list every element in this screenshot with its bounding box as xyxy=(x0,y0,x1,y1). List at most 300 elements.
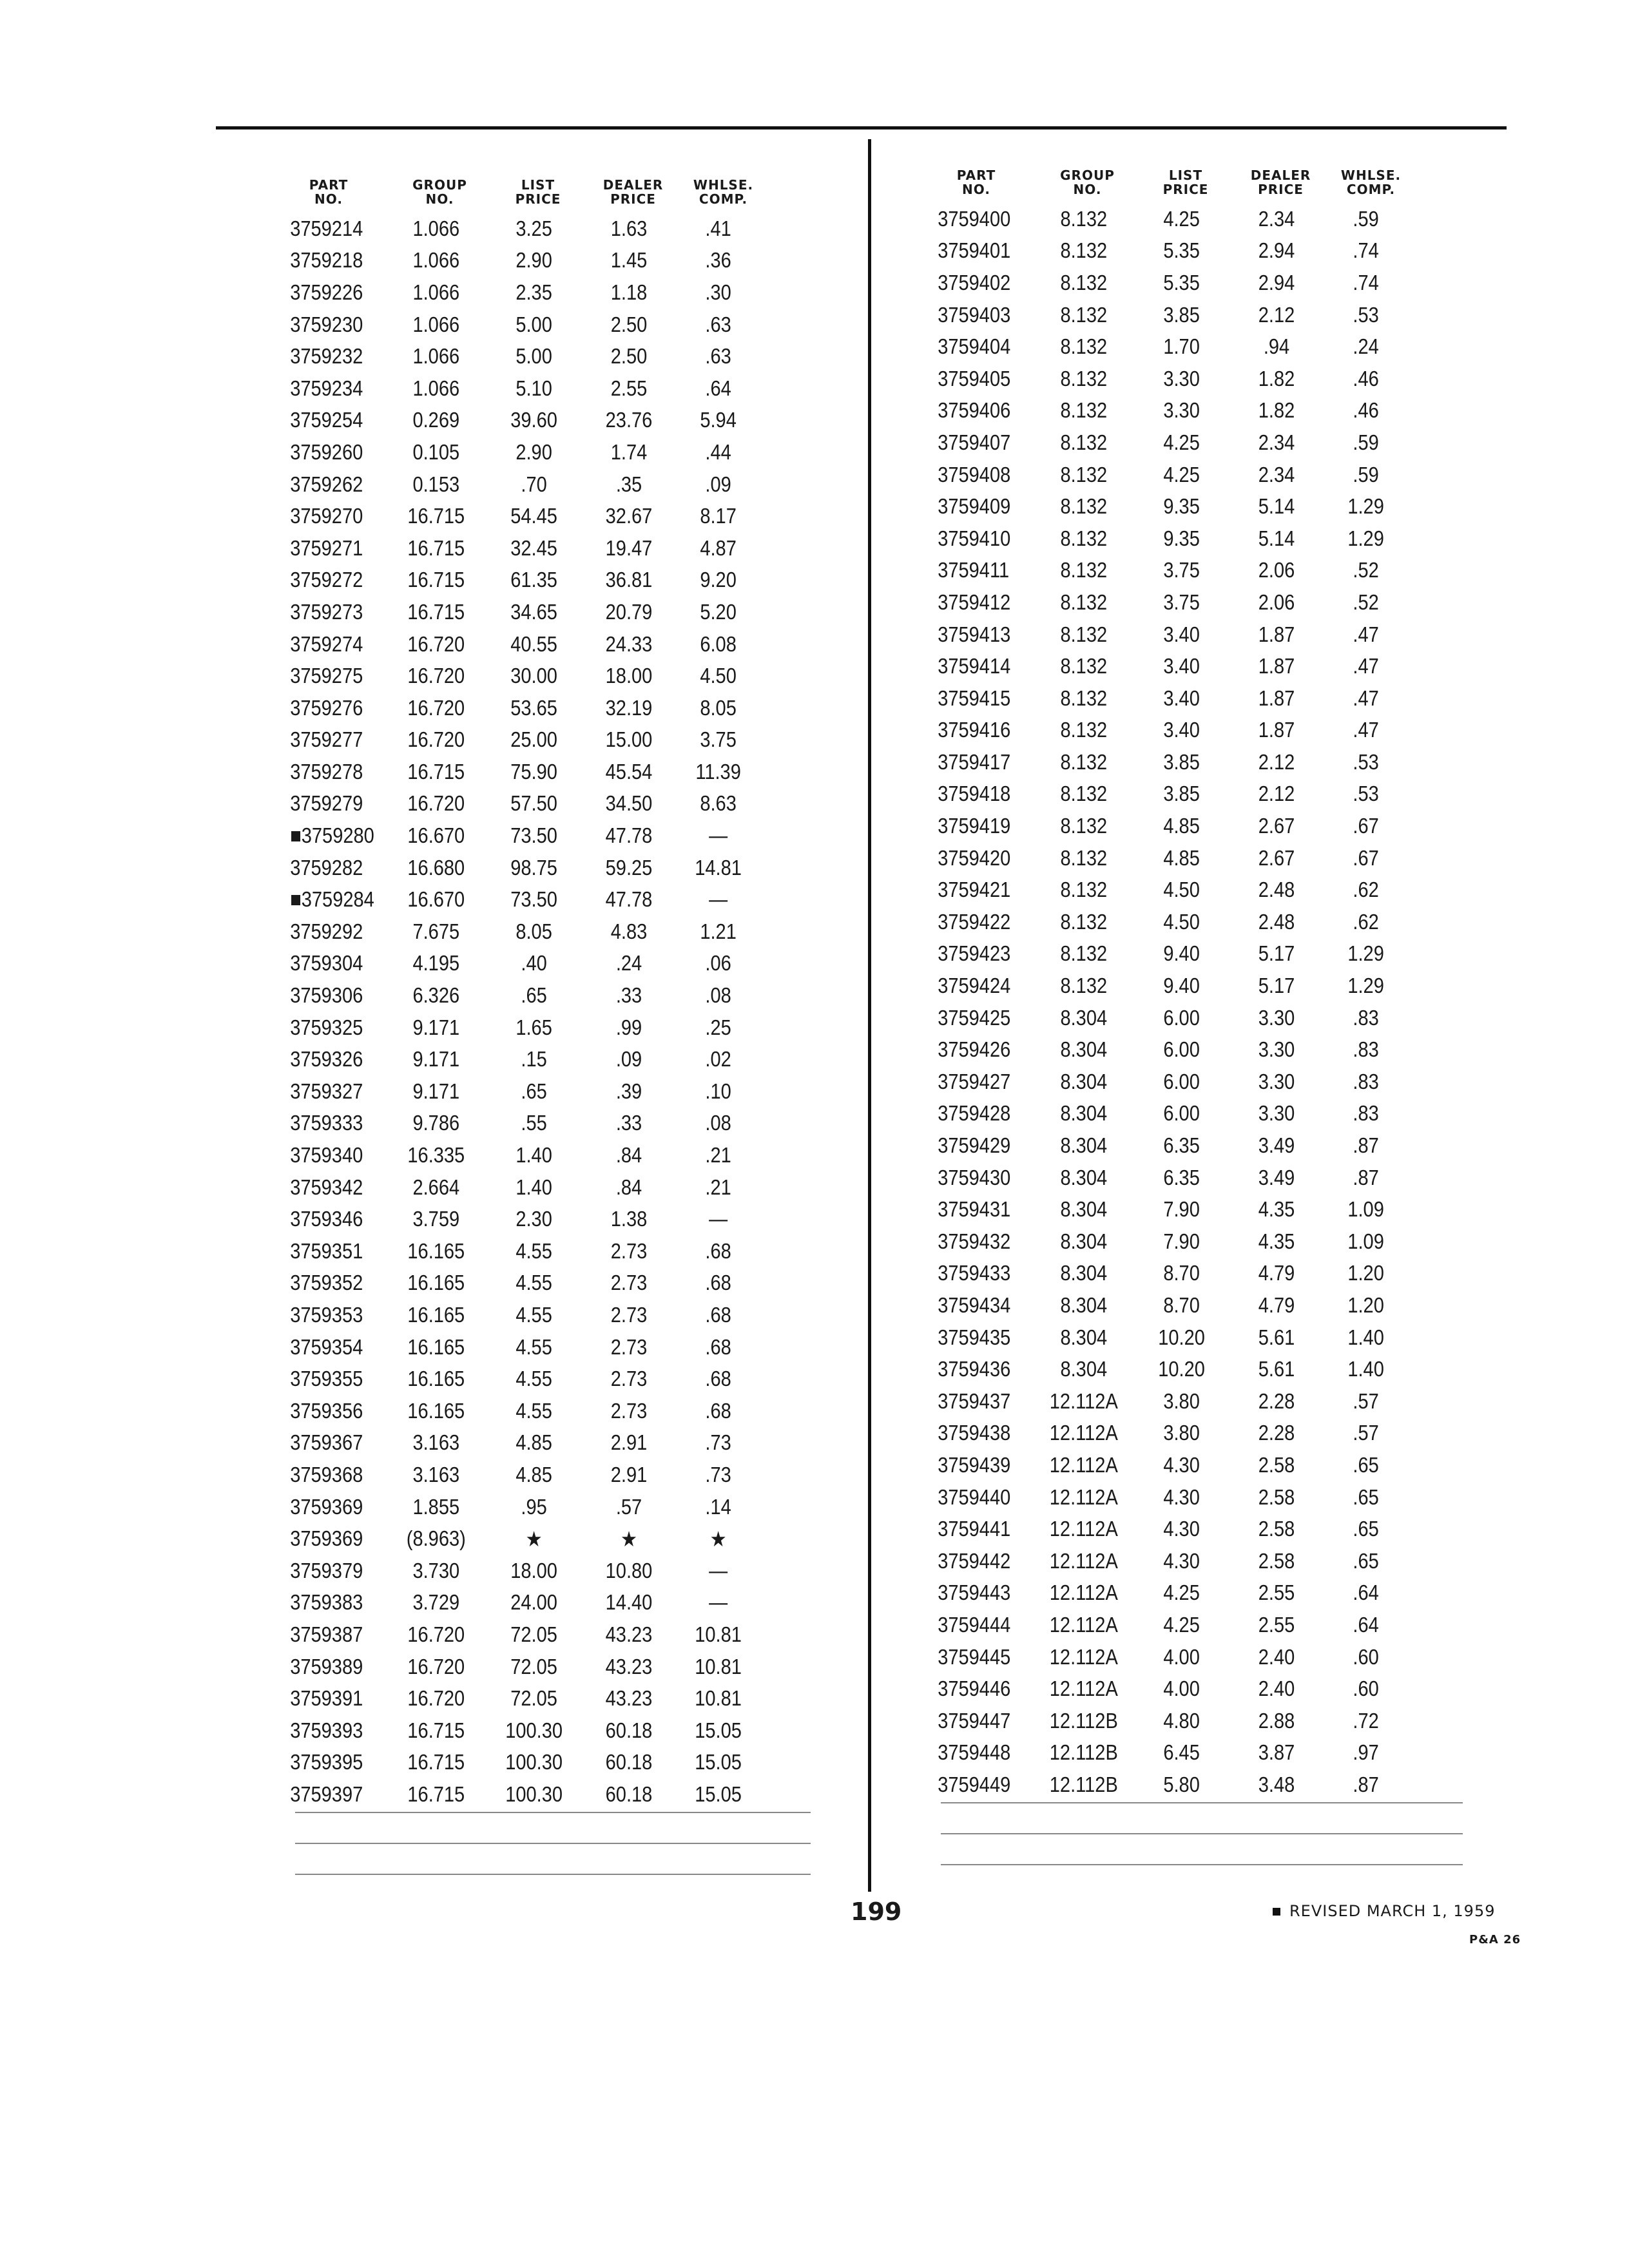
group-no-cell: 8.304 xyxy=(1060,1229,1108,1253)
part-no-cell: 3759425 xyxy=(938,1005,1011,1030)
group-no-cell: 8.132 xyxy=(1060,845,1108,870)
table-row xyxy=(915,1225,1409,1258)
whlse-comp-cell: .59 xyxy=(1353,430,1379,454)
table-row xyxy=(267,883,761,916)
table-row xyxy=(267,692,761,724)
dealer-price-cell: 3.48 xyxy=(1258,1772,1295,1796)
right-price-table xyxy=(915,145,1476,1801)
table-row xyxy=(267,405,761,437)
group-no-cell: 8.132 xyxy=(1060,206,1108,231)
list-price-cell: 3.85 xyxy=(1163,749,1200,774)
header-part-line2: NO. xyxy=(962,182,990,197)
whlse-comp-cell: .21 xyxy=(705,1143,731,1168)
part-no-cell: 3759436 xyxy=(938,1357,1011,1381)
table-row xyxy=(267,1555,761,1587)
table-row xyxy=(267,1331,761,1363)
table-row xyxy=(267,1619,761,1651)
table-row xyxy=(267,1715,761,1747)
dealer-price-cell: 43.23 xyxy=(605,1622,653,1646)
revised-note xyxy=(1273,1902,1496,1920)
whlse-comp-cell: .74 xyxy=(1353,238,1379,263)
whlse-comp-cell: .74 xyxy=(1353,270,1379,294)
dealer-price-cell: .94 xyxy=(1263,334,1290,359)
list-price-cell: 7.90 xyxy=(1163,1229,1200,1253)
list-price-cell: 3.30 xyxy=(1163,398,1200,423)
group-no-cell: 16.335 xyxy=(407,1143,465,1168)
dealer-price-cell: 60.18 xyxy=(605,1750,653,1774)
list-price-cell: .95 xyxy=(521,1494,547,1519)
table-row xyxy=(915,715,1409,747)
dealer-price-cell: 2.94 xyxy=(1258,270,1295,294)
part-no-cell: 3759423 xyxy=(938,941,1011,966)
table-row xyxy=(915,1609,1409,1641)
whlse-comp-cell: .68 xyxy=(705,1367,731,1391)
dealer-price-cell: 18.00 xyxy=(605,664,653,688)
part-no-cell: 3759346 xyxy=(290,1207,363,1231)
table-row xyxy=(267,1108,761,1140)
dealer-price-cell: 2.50 xyxy=(610,344,648,369)
whlse-comp-cell: 1.40 xyxy=(1347,1357,1384,1381)
dealer-price-cell: 2.34 xyxy=(1258,206,1295,231)
dealer-price-cell: 43.23 xyxy=(605,1686,653,1711)
group-no-cell: 16.720 xyxy=(407,695,465,720)
list-price-cell: .70 xyxy=(521,472,547,496)
table-row xyxy=(267,1139,761,1171)
dealer-price-cell: 3.87 xyxy=(1258,1740,1295,1765)
part-no-cell: 3759271 xyxy=(290,535,363,560)
list-price-cell: 6.35 xyxy=(1163,1133,1200,1158)
part-no-cell: 3759234 xyxy=(290,376,363,400)
group-no-cell: 16.715 xyxy=(407,1782,465,1806)
part-no-cell: 3759419 xyxy=(938,814,1011,838)
group-no-cell: 8.304 xyxy=(1060,1101,1108,1126)
list-price-cell: 75.90 xyxy=(510,759,557,783)
part-no-cell: 3759428 xyxy=(938,1101,1011,1126)
group-no-cell: 16.165 xyxy=(407,1398,465,1423)
list-price-cell: 10.20 xyxy=(1158,1325,1205,1349)
group-no-cell: 7.675 xyxy=(412,919,460,943)
group-no-cell: 1.066 xyxy=(412,312,460,336)
group-no-cell: 16.720 xyxy=(407,1622,465,1646)
table-row xyxy=(915,459,1409,491)
table-row xyxy=(915,235,1409,267)
list-price-cell: 4.55 xyxy=(516,1238,552,1263)
group-no-cell: 16.715 xyxy=(407,1718,465,1742)
part-no-cell: 3759411 xyxy=(938,558,1010,582)
group-no-cell: 16.720 xyxy=(407,631,465,656)
whlse-comp-cell: 8.17 xyxy=(700,504,737,528)
table-row xyxy=(915,1641,1409,1673)
part-no-cell: 3759440 xyxy=(938,1485,1011,1509)
dealer-price-cell: 1.63 xyxy=(610,216,648,240)
dealer-price-cell: 5.17 xyxy=(1258,941,1295,966)
whlse-comp-cell: 5.20 xyxy=(700,599,737,624)
part-no-cell: 3759383 xyxy=(290,1590,363,1615)
list-price-cell: 4.80 xyxy=(1163,1708,1200,1733)
dealer-price-cell: 45.54 xyxy=(605,759,653,783)
table-row xyxy=(915,1258,1409,1290)
whlse-comp-cell: .44 xyxy=(705,439,731,464)
dealer-price-cell: 2.12 xyxy=(1258,749,1295,774)
group-no-cell: 6.326 xyxy=(412,983,460,1008)
whlse-comp-cell: 10.81 xyxy=(695,1654,742,1678)
list-price-cell: 53.65 xyxy=(510,695,557,720)
dealer-price-cell: 2.55 xyxy=(1258,1612,1295,1637)
group-no-cell: 8.132 xyxy=(1060,526,1108,550)
group-no-cell: 8.132 xyxy=(1060,238,1108,263)
table-row xyxy=(915,938,1409,970)
dealer-price-cell: 1.87 xyxy=(1258,654,1295,678)
dealer-price-cell: 2.50 xyxy=(610,312,648,336)
whlse-comp-cell: .60 xyxy=(1353,1644,1379,1669)
dealer-price-cell: 2.55 xyxy=(1258,1581,1295,1605)
revised-marker-icon xyxy=(1273,1908,1280,1916)
dealer-price-cell: 2.48 xyxy=(1258,878,1295,902)
group-no-cell: 12.112A xyxy=(1049,1677,1118,1701)
whlse-comp-cell: ★ xyxy=(709,1526,727,1551)
table-row xyxy=(267,852,761,884)
part-no-cell: 3759431 xyxy=(938,1197,1011,1222)
dealer-price-cell: 1.74 xyxy=(610,439,648,464)
table-row xyxy=(267,1075,761,1108)
table-row xyxy=(267,309,761,341)
page-number: 199 xyxy=(851,1898,902,1926)
blank-line xyxy=(295,1843,811,1844)
list-price-cell: 72.05 xyxy=(510,1686,557,1711)
dealer-price-cell: 2.34 xyxy=(1258,430,1295,454)
left-blank-entry-lines xyxy=(295,1812,811,1905)
group-no-cell: 8.304 xyxy=(1060,1261,1108,1285)
list-price-cell: 100.30 xyxy=(505,1718,563,1742)
dealer-price-cell: 2.91 xyxy=(610,1430,648,1455)
dealer-price-cell: .99 xyxy=(615,1015,642,1039)
whlse-comp-cell: .59 xyxy=(1353,206,1379,231)
table-row xyxy=(267,1012,761,1044)
whlse-comp-cell: 1.09 xyxy=(1347,1197,1384,1222)
whlse-comp-cell: .68 xyxy=(705,1271,731,1295)
top-rule xyxy=(216,126,1507,130)
list-price-cell: 6.35 xyxy=(1163,1165,1200,1189)
group-no-cell: 8.132 xyxy=(1060,334,1108,359)
part-no-cell: 3759438 xyxy=(938,1421,1011,1445)
group-no-cell: 9.786 xyxy=(412,1111,460,1135)
part-no-cell: 3759379 xyxy=(290,1558,363,1582)
group-no-cell: 16.720 xyxy=(407,1686,465,1711)
whlse-comp-cell: 11.39 xyxy=(695,759,741,783)
group-no-cell: 12.112B xyxy=(1049,1772,1118,1796)
table-row xyxy=(267,564,761,597)
table-row xyxy=(915,619,1409,651)
table-row xyxy=(915,1321,1409,1354)
group-no-cell: 16.165 xyxy=(407,1302,465,1327)
whlse-comp-cell: 6.08 xyxy=(700,631,737,656)
whlse-comp-cell: .41 xyxy=(705,216,731,240)
list-price-cell: 6.00 xyxy=(1163,1005,1200,1030)
table-row xyxy=(267,1235,761,1267)
part-no-cell: 3759355 xyxy=(290,1367,363,1391)
table-row xyxy=(267,916,761,948)
group-no-cell: 1.066 xyxy=(412,280,460,304)
group-no-cell: 12.112A xyxy=(1049,1548,1118,1573)
list-price-cell: 4.30 xyxy=(1163,1548,1200,1573)
part-no-cell: 3759276 xyxy=(290,695,363,720)
whlse-comp-cell: .46 xyxy=(1353,398,1379,423)
list-price-cell: 1.65 xyxy=(516,1015,552,1039)
dealer-price-cell: 47.78 xyxy=(605,887,653,912)
whlse-comp-cell: 8.63 xyxy=(700,791,737,816)
whlse-comp-cell: .36 xyxy=(705,248,731,273)
list-price-cell: 1.40 xyxy=(516,1143,552,1168)
list-price-cell: .65 xyxy=(521,1079,547,1103)
dealer-price-cell: 2.28 xyxy=(1258,1421,1295,1445)
part-no-cell: 3759426 xyxy=(938,1037,1011,1062)
table-row xyxy=(915,1353,1409,1385)
group-no-cell: 16.720 xyxy=(407,727,465,752)
group-no-cell: 16.165 xyxy=(407,1367,465,1391)
whlse-comp-cell: — xyxy=(709,1590,728,1615)
part-no-cell: 3759326 xyxy=(290,1047,363,1072)
group-no-cell: 16.165 xyxy=(407,1238,465,1263)
table-row xyxy=(915,682,1409,715)
dealer-price-cell: 2.67 xyxy=(1258,814,1295,838)
whlse-comp-cell: .53 xyxy=(1353,782,1379,806)
list-price-cell: 1.40 xyxy=(516,1175,552,1199)
group-no-cell: 16.715 xyxy=(407,504,465,528)
table-row xyxy=(267,979,761,1012)
table-row xyxy=(267,532,761,564)
part-no-cell: 3759356 xyxy=(290,1398,363,1423)
group-no-cell: 12.112B xyxy=(1049,1740,1118,1765)
table-row xyxy=(267,1491,761,1523)
list-price-cell: 73.50 xyxy=(510,887,557,912)
part-no-cell: 3759342 xyxy=(290,1175,363,1199)
whlse-comp-cell: .64 xyxy=(1353,1581,1379,1605)
table-row xyxy=(267,1682,761,1715)
list-price-cell: 7.90 xyxy=(1163,1197,1200,1222)
part-no-cell: 3759407 xyxy=(938,430,1011,454)
group-no-cell: 16.670 xyxy=(407,887,465,912)
part-no-cell: 3759429 xyxy=(938,1133,1011,1158)
group-no-cell: 16.715 xyxy=(407,759,465,783)
group-no-cell: 12.112A xyxy=(1049,1452,1118,1477)
group-no-cell: 8.304 xyxy=(1060,1037,1108,1062)
list-price-cell: 4.55 xyxy=(516,1302,552,1327)
group-no-cell: 12.112A xyxy=(1049,1612,1118,1637)
list-price-cell: 4.85 xyxy=(516,1462,552,1486)
part-no-cell: 3759414 xyxy=(938,654,1011,678)
list-price-cell: 8.70 xyxy=(1163,1261,1200,1285)
column-divider xyxy=(868,139,871,1892)
dealer-price-cell: 5.14 xyxy=(1258,526,1295,550)
group-no-cell: 8.132 xyxy=(1060,686,1108,710)
dealer-price-cell: 2.58 xyxy=(1258,1452,1295,1477)
dealer-price-cell: 4.79 xyxy=(1258,1261,1295,1285)
group-no-cell: 1.066 xyxy=(412,248,460,273)
group-no-cell: 8.132 xyxy=(1060,974,1108,998)
list-price-cell: 61.35 xyxy=(510,568,557,592)
group-no-cell: 16.715 xyxy=(407,535,465,560)
part-no-cell: 3759409 xyxy=(938,494,1011,519)
whlse-comp-cell: .72 xyxy=(1353,1708,1379,1733)
list-price-cell: 5.35 xyxy=(1163,270,1200,294)
header-dealer-line1: DEALER xyxy=(1250,168,1311,183)
whlse-comp-cell: .65 xyxy=(1353,1485,1379,1509)
whlse-comp-cell: .60 xyxy=(1353,1677,1379,1701)
list-price-cell: .55 xyxy=(521,1111,547,1135)
whlse-comp-cell: .09 xyxy=(705,472,731,496)
dealer-price-cell: .24 xyxy=(615,951,642,975)
dealer-price-cell: 60.18 xyxy=(605,1718,653,1742)
dealer-price-cell: 47.78 xyxy=(605,823,653,848)
group-no-cell: 8.132 xyxy=(1060,366,1108,390)
whlse-comp-cell: .68 xyxy=(705,1334,731,1359)
table-row xyxy=(915,874,1409,906)
group-no-cell: 0.269 xyxy=(412,408,460,432)
list-price-cell: 4.00 xyxy=(1163,1644,1200,1669)
group-no-cell: 12.112A xyxy=(1049,1517,1118,1541)
table-row xyxy=(267,1747,761,1779)
dealer-price-cell: ★ xyxy=(620,1526,638,1551)
group-no-cell: 8.304 xyxy=(1060,1005,1108,1030)
part-no-cell: 3759400 xyxy=(938,206,1011,231)
part-no-cell: 3759442 xyxy=(938,1548,1011,1573)
group-no-cell: 8.304 xyxy=(1060,1133,1108,1158)
dealer-price-cell: 24.33 xyxy=(605,631,653,656)
part-no-cell: 3759446 xyxy=(938,1677,1011,1701)
dealer-price-cell: 2.06 xyxy=(1258,558,1295,582)
whlse-comp-cell: 14.81 xyxy=(695,855,742,879)
header-whlse-comp xyxy=(680,178,767,206)
dealer-price-cell: 60.18 xyxy=(605,1782,653,1806)
table-row xyxy=(915,331,1409,363)
group-no-cell: 4.195 xyxy=(412,951,460,975)
dealer-price-cell: 2.55 xyxy=(610,376,648,400)
list-price-cell: 4.00 xyxy=(1163,1677,1200,1701)
header-group-no xyxy=(1037,168,1137,197)
dealer-price-cell: 2.73 xyxy=(610,1334,648,1359)
table-row xyxy=(915,810,1409,842)
table-row xyxy=(915,1481,1409,1514)
list-price-cell: 4.25 xyxy=(1163,1581,1200,1605)
whlse-comp-cell: .65 xyxy=(1353,1452,1379,1477)
header-list-line1: LIST xyxy=(1168,168,1203,183)
group-no-cell: 16.165 xyxy=(407,1334,465,1359)
header-part-line1: PART xyxy=(309,177,349,193)
whlse-comp-cell: 9.20 xyxy=(700,568,737,592)
table-row xyxy=(915,1449,1409,1481)
whlse-comp-cell: 15.05 xyxy=(695,1782,742,1806)
dealer-price-cell: 2.73 xyxy=(610,1367,648,1391)
group-no-cell: 8.132 xyxy=(1060,462,1108,486)
part-no-cell: 3759327 xyxy=(290,1079,363,1103)
whlse-comp-cell: .64 xyxy=(1353,1612,1379,1637)
whlse-comp-cell: 1.40 xyxy=(1347,1325,1384,1349)
table-row xyxy=(267,1459,761,1491)
list-price-cell: 30.00 xyxy=(510,664,557,688)
whlse-comp-cell: .47 xyxy=(1353,686,1379,710)
header-dealer-price xyxy=(586,178,680,206)
dealer-price-cell: 19.47 xyxy=(605,535,653,560)
header-dealer-price xyxy=(1234,168,1327,197)
dealer-price-cell: 2.88 xyxy=(1258,1708,1295,1733)
table-row xyxy=(915,970,1409,1002)
table-row xyxy=(915,1577,1409,1610)
part-no-cell: 3759416 xyxy=(938,718,1011,742)
whlse-comp-cell: .47 xyxy=(1353,718,1379,742)
list-price-cell: 4.85 xyxy=(1163,814,1200,838)
whlse-comp-cell: .83 xyxy=(1353,1005,1379,1030)
part-no-cell: 3759272 xyxy=(290,568,363,592)
list-price-cell: 9.40 xyxy=(1163,974,1200,998)
whlse-comp-cell: 1.29 xyxy=(1347,526,1384,550)
table-row xyxy=(915,490,1409,523)
table-row xyxy=(915,1418,1409,1450)
dealer-price-cell: 2.48 xyxy=(1258,909,1295,934)
group-no-cell: 2.664 xyxy=(412,1175,460,1199)
whlse-comp-cell: 5.94 xyxy=(700,408,737,432)
table-row xyxy=(267,788,761,820)
table-row xyxy=(915,1098,1409,1130)
list-price-cell: 2.90 xyxy=(516,439,552,464)
part-no-cell: 3759353 xyxy=(290,1302,363,1327)
table-row xyxy=(915,586,1409,619)
list-price-cell: 3.80 xyxy=(1163,1389,1200,1413)
list-price-cell: .40 xyxy=(521,951,547,975)
list-price-cell: 4.85 xyxy=(516,1430,552,1455)
group-no-cell: 8.304 xyxy=(1060,1069,1108,1093)
whlse-comp-cell: .57 xyxy=(1353,1389,1379,1413)
list-price-cell: 2.30 xyxy=(516,1207,552,1231)
part-no-cell: 3759369 xyxy=(290,1494,363,1519)
table-row xyxy=(267,468,761,501)
part-no-cell: 3759449 xyxy=(938,1772,1011,1796)
dealer-price-cell: 2.94 xyxy=(1258,238,1295,263)
whlse-comp-cell: .47 xyxy=(1353,622,1379,646)
dealer-price-cell: 2.12 xyxy=(1258,782,1295,806)
group-no-cell: 8.132 xyxy=(1060,558,1108,582)
whlse-comp-cell: .87 xyxy=(1353,1165,1379,1189)
left-price-table xyxy=(267,155,828,1811)
dealer-price-cell: 59.25 xyxy=(605,855,653,879)
part-no-cell: 3759391 xyxy=(290,1686,363,1711)
header-part-line2: NO. xyxy=(314,191,343,207)
whlse-comp-cell: — xyxy=(709,823,728,848)
part-no-cell: 3759437 xyxy=(938,1389,1011,1413)
list-price-cell: 3.85 xyxy=(1163,302,1200,327)
whlse-comp-cell: .87 xyxy=(1353,1133,1379,1158)
whlse-comp-cell: .62 xyxy=(1353,878,1379,902)
whlse-comp-cell: .65 xyxy=(1353,1517,1379,1541)
group-no-cell: 0.153 xyxy=(412,472,460,496)
part-no-cell: 3759278 xyxy=(290,759,363,783)
group-no-cell: 8.132 xyxy=(1060,590,1108,614)
part-no-cell: 3759393 xyxy=(290,1718,363,1742)
part-no-cell: 3759274 xyxy=(290,631,363,656)
table-row xyxy=(915,1769,1409,1801)
part-no-cell: 3759408 xyxy=(938,462,1011,486)
table-row xyxy=(915,1673,1409,1705)
list-price-cell: 4.85 xyxy=(1163,845,1200,870)
whlse-comp-cell: 4.50 xyxy=(700,664,737,688)
table-row xyxy=(915,1545,1409,1577)
group-no-cell: 1.066 xyxy=(412,216,460,240)
list-price-cell: 4.30 xyxy=(1163,1452,1200,1477)
part-no-cell: 3759292 xyxy=(290,919,363,943)
group-no-cell: 12.112A xyxy=(1049,1389,1118,1413)
list-price-cell: 72.05 xyxy=(510,1654,557,1678)
dealer-price-cell: 3.30 xyxy=(1258,1101,1295,1126)
group-no-cell: 9.171 xyxy=(412,1047,460,1072)
